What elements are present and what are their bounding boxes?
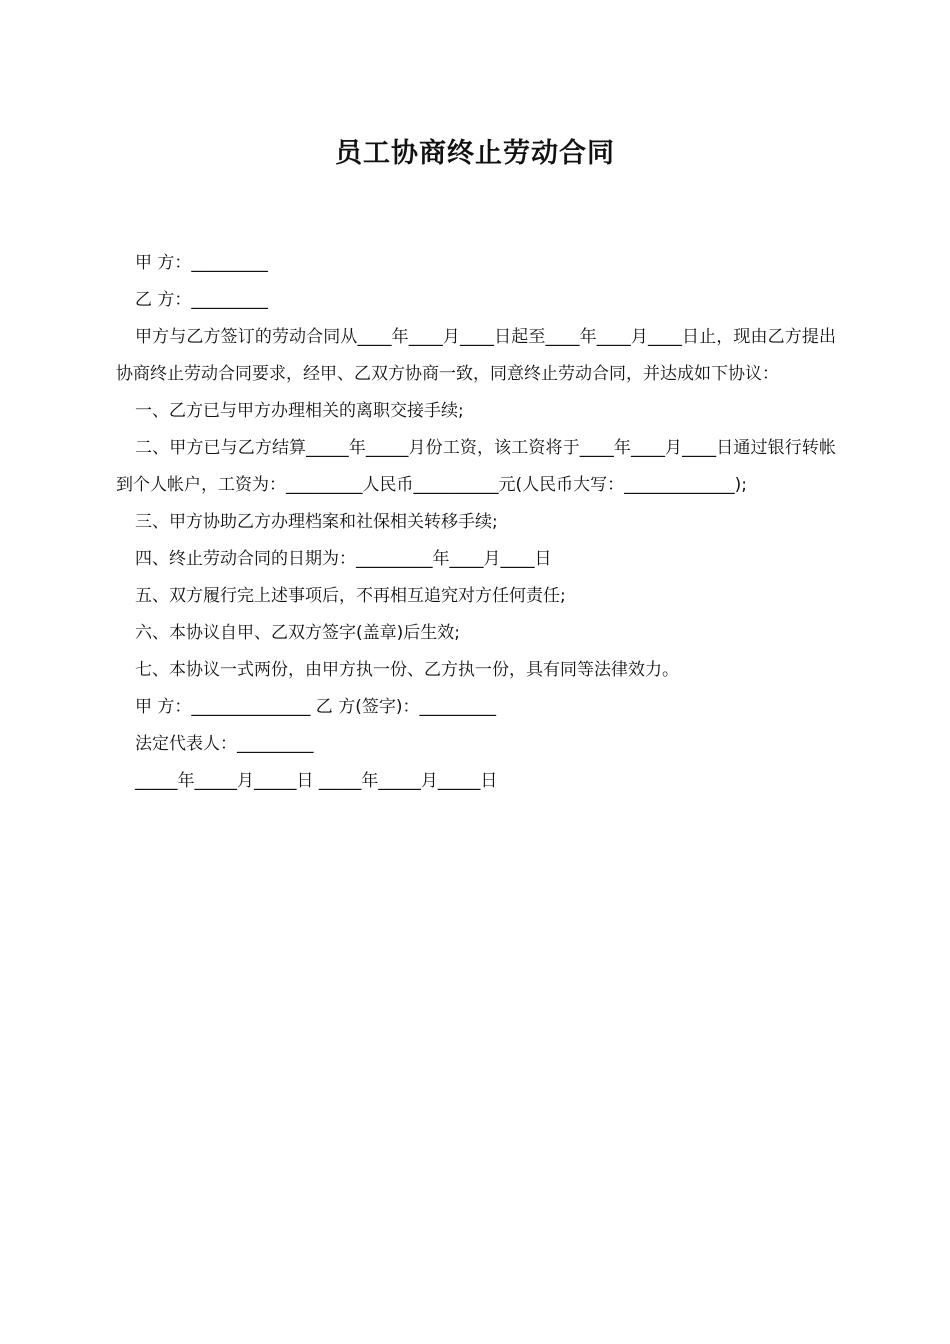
clause-7: 七、本协议一式两份，由甲方执一份、乙方执一份，具有同等法律效力。 bbox=[135, 660, 679, 680]
document-body bbox=[116, 245, 836, 800]
clause-1: 一、乙方已与甲方办理相关的离职交接手续; bbox=[135, 401, 464, 421]
legal-representative-line: 法定代表人：_________ bbox=[135, 734, 314, 754]
signature-parties-line: 甲 方：______________ 乙 方(签字)：_________ bbox=[135, 697, 496, 717]
party-a-line: 甲 方：_________ bbox=[135, 253, 268, 273]
clause-3: 三、甲方协助乙方办理档案和社保相关转移手续; bbox=[135, 512, 498, 532]
signature-dates-line: _____年_____月_____日 _____年_____月_____日 bbox=[135, 771, 498, 791]
clause-4: 四、终止劳动合同的日期为：_________年____月____日 bbox=[135, 549, 552, 569]
document-title: 员工协商终止劳动合同 bbox=[335, 138, 615, 169]
clause-6: 六、本协议自甲、乙双方签字(盖章)后生效; bbox=[135, 623, 460, 643]
party-b-line: 乙 方：_________ bbox=[135, 290, 268, 310]
clause-5: 五、双方履行完上述事项后，不再相互追究对方任何责任; bbox=[135, 586, 566, 606]
intro-paragraph: 甲方与乙方签订的劳动合同从____年____月____日起至____年____月____日止，现由乙方提出协商终止劳动合同要求，经甲、乙双方协商一致，同意终止劳动合同，并达成如下协议： bbox=[116, 327, 836, 384]
clause-2: 二、甲方已与乙方结算_____年_____月份工资，该工资将于____年____月____日通过银行转帐到个人帐户，工资为：_________人民币__________元(人民币大写：_____________); bbox=[116, 438, 836, 495]
